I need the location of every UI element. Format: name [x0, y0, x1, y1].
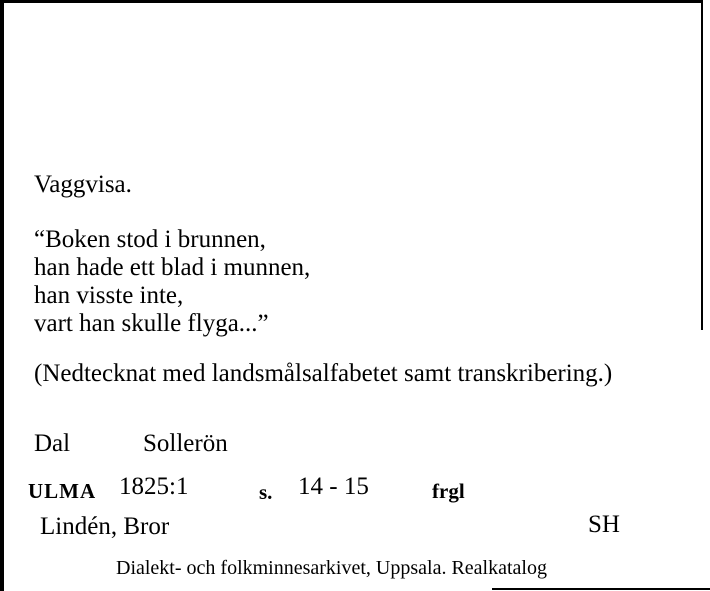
card-border-left [0, 0, 4, 591]
signature-initials: SH [588, 511, 620, 538]
parish-label: Sollerön [143, 430, 228, 457]
verse-line: han visste inte, [34, 282, 184, 309]
genre-code: frgl [432, 479, 465, 503]
archive-code: ULMA [28, 479, 97, 503]
verse-line: han hade ett blad i munnen, [34, 254, 311, 281]
verse-line: vart han skulle flyga...” [34, 310, 269, 337]
pages-label: s. [259, 480, 273, 504]
verse-block [34, 226, 310, 338]
pages-range: 14 - 15 [298, 473, 369, 500]
district-label: Dal [34, 430, 71, 457]
footer-archive-name: Dialekt- och folkminnesarkivet, Uppsala. Realkatalog [116, 557, 547, 579]
card-border-top [0, 0, 702, 3]
transcription-note: (Nedtecknat med landsmålsalfabetet samt transkribering.) [34, 360, 613, 387]
verse-line: “Boken stod i brunnen, [34, 226, 266, 253]
recorder-name: Lindén, Bror [40, 513, 170, 540]
card-border-bottom [492, 588, 710, 590]
card-border-right [701, 0, 703, 330]
accession-number: 1825:1 [119, 473, 189, 500]
card-heading: Vaggvisa. [34, 171, 132, 198]
